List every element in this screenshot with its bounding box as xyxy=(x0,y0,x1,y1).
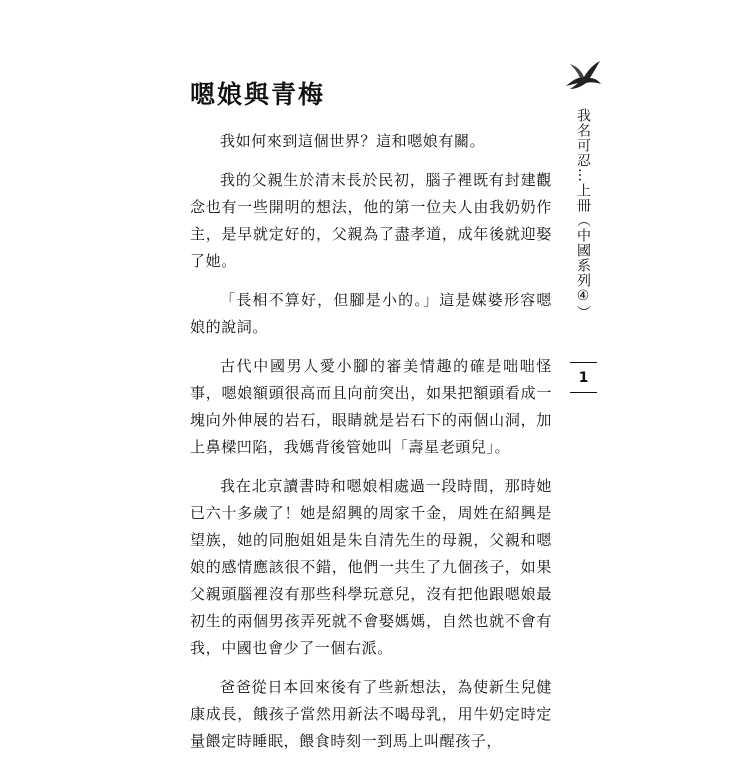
page-number: 1 xyxy=(578,370,589,386)
series-title: 我名可忍…上冊（中國系列④） xyxy=(575,108,591,320)
chapter-title: 嗯娘與青梅 xyxy=(190,80,326,109)
paragraph: 我的父親生於清末長於民初，腦子裡既有封建觀念也有一些開明的想法，他的第一位夫人由我奶奶作主，是早就定好的，父親為了盡孝道，成年後就迎娶了她。 xyxy=(190,171,552,270)
paragraph: 「長相不算好，但腳是小的。」這是媒婆形容嗯娘的說詞。 xyxy=(190,291,552,336)
bird-icon xyxy=(564,58,602,98)
paragraph: 我在北京讀書時和嗯娘相處過一段時間，那時她已六十多歲了！她是紹興的周家千金，周姓在紹興是望族，她的同胞姐姐是朱自清先生的母親，父親和嗯娘的感情應該很不錯，他們一共生了九個孩子，如果父親頭腦裡沒有那些科學玩意兒，沒有把他跟嗯娘最初生的兩個男孩弄死就不會娶媽媽，自然也就不會有我，中國也會少了一個右派。 xyxy=(190,477,552,657)
running-header xyxy=(562,58,604,388)
divider xyxy=(570,392,597,393)
chapter-body xyxy=(190,128,552,767)
paragraph: 爸爸從日本回來後有了些新想法，為使新生兒健康成長，餓孩子當然用新法不喝母乳，用牛奶定時定量餵定時睡眠，餵食時刻一到馬上叫醒孩子， xyxy=(190,678,552,750)
divider xyxy=(570,362,597,363)
paragraph: 我如何來到這個世界？這和嗯娘有關。 xyxy=(220,132,486,150)
paragraph: 古代中國男人愛小腳的審美情趣的確是咄咄怪事，嗯娘額頭很高而且向前突出，如果把額頭看成一塊向外伸展的岩石，眼睛就是岩石下的兩個山洞，加上鼻樑凹陷，我媽背後管她叫「壽星老頭兒」。 xyxy=(190,357,552,456)
